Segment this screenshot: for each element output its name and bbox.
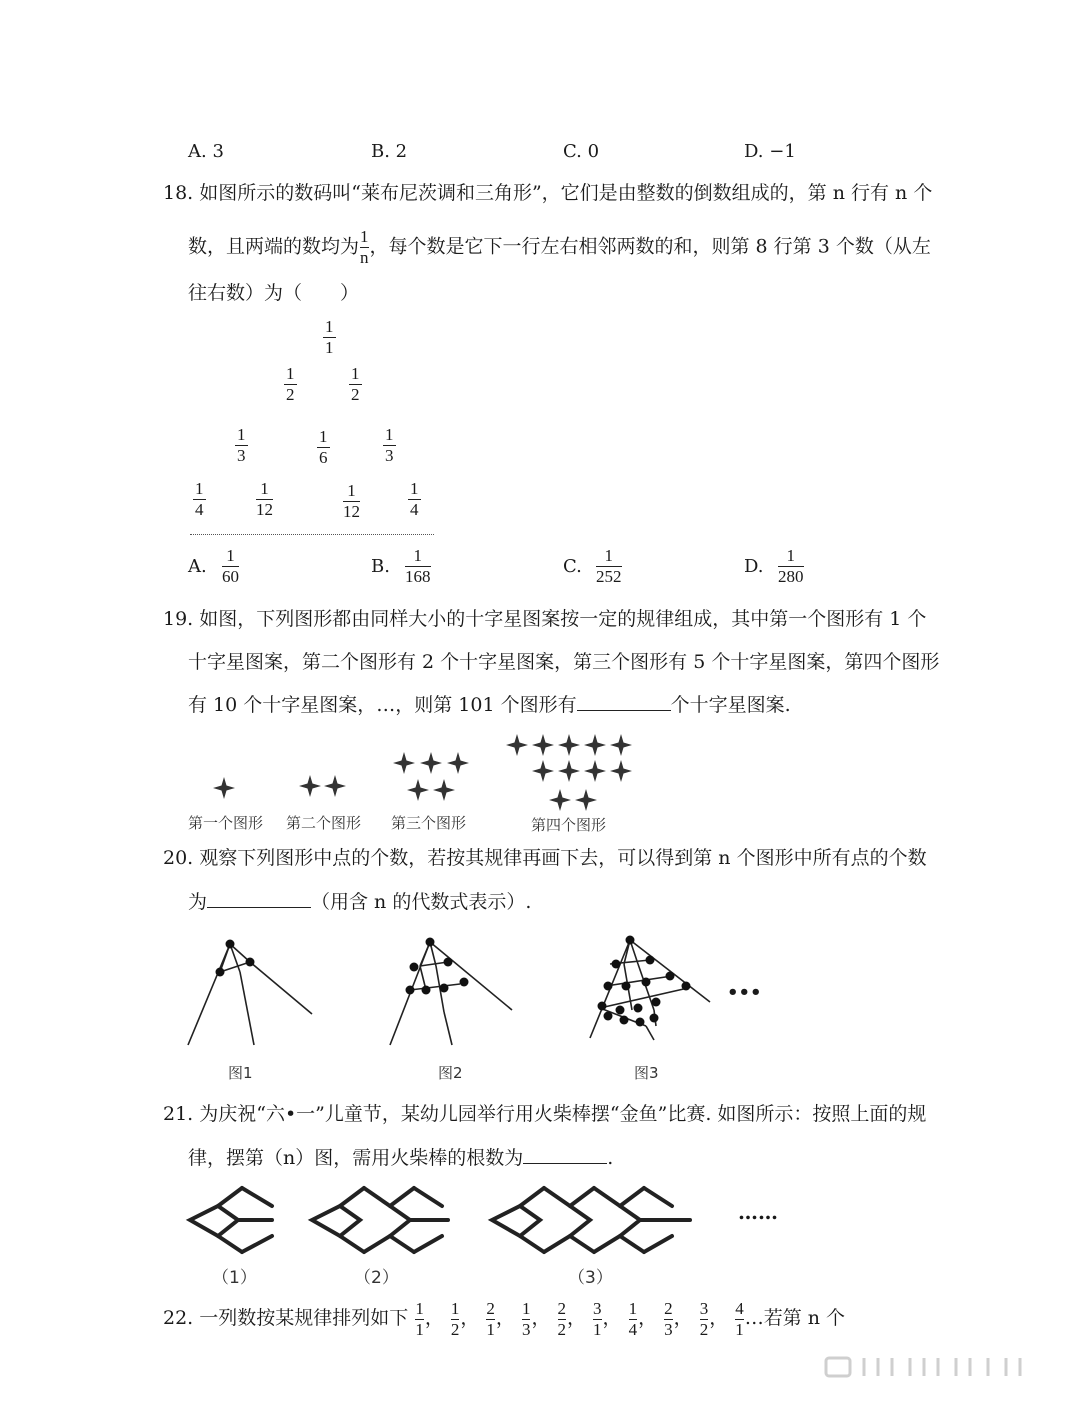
q20-line-2	[188, 889, 531, 914]
q22-fraction: $\frac{2}{2}$	[557, 1298, 566, 1339]
q20-dot-figures	[180, 930, 770, 1050]
q22-tail-text: …若第 n 个	[744, 1307, 846, 1329]
q18-option-c-label[interactable]: C.	[563, 556, 582, 577]
q18-line-3: 往右数）为（ ）	[188, 282, 360, 304]
q18-option-d-label[interactable]: D.	[744, 556, 764, 577]
q22-fraction: $\frac{3}{1}$	[593, 1298, 602, 1339]
q19-answer-blank[interactable]	[577, 692, 671, 711]
q17-option-c[interactable]: C. 0	[563, 141, 600, 162]
q20-ellipsis: •••	[727, 982, 762, 1003]
triangle-fraction: 1 3	[385, 425, 394, 465]
q21-matchstick-fish	[180, 1180, 720, 1260]
q18-line-2-text-a: 数，且两端的数均为	[188, 235, 360, 258]
q20-caption-1: 图1	[228, 1064, 253, 1082]
q19-line-3	[188, 692, 791, 717]
dotted-separator	[190, 534, 434, 535]
q21-caption-2: （2）	[354, 1268, 399, 1288]
q21-caption-1: （1）	[212, 1268, 257, 1288]
q21-line-2-text-b: .	[607, 1147, 614, 1169]
triangle-fraction: 1 4	[410, 479, 419, 519]
q20-line-2-text-b: （用含 n 的代数式表示）.	[311, 891, 532, 913]
star-figure-3	[393, 752, 469, 801]
q19-line-3-text-b: 个十字星图案.	[670, 694, 791, 716]
q20-line-2-text-a: 为	[188, 891, 208, 913]
q21-line-1: 21. 为庆祝“六•一”儿童节，某幼儿园举行用火柴棒摆“金鱼”比赛. 如图所示：按照上面的规	[163, 1103, 927, 1125]
q17-option-a[interactable]: A. 3	[188, 141, 224, 162]
triangle-fraction: 1 3	[237, 425, 246, 465]
q17-option-d[interactable]: D. −1	[744, 141, 796, 162]
q19-line-2: 十字星图案，第二个图形有 2 个十字星图案，第三个图形有 5 个十字星图案，第四个图形	[188, 651, 940, 673]
q19-caption-4: 第四个图形	[531, 816, 607, 834]
q21-line-2	[188, 1145, 613, 1170]
q22-fraction: $\frac{4}{1}$	[735, 1298, 744, 1339]
triangle-fraction: 1 6	[319, 427, 328, 467]
star-figure-4	[506, 734, 632, 811]
q19-line-1: 19. 如图，下列图形都由同样大小的十字星图案按一定的规律组成，其中第一个图形有 1 个	[163, 608, 927, 630]
q21-ellipsis: ……	[738, 1200, 778, 1224]
q22-fraction: $\frac{1}{2}$	[450, 1298, 460, 1339]
triangle-fraction: 1 4	[195, 479, 204, 519]
watermark-icon	[820, 1352, 1070, 1382]
q22-lead-text: 22. 一列数按某规律排列如下	[163, 1307, 409, 1329]
q19-caption-3: 第三个图形	[391, 814, 467, 832]
q18-line-1: 18. 如图所示的数码叫“莱布尼茨调和三角形”，它们是由整数的倒数组成的，第 n 行有 n 个	[163, 182, 933, 204]
q19-line-3-text-a: 有 10 个十字星图案，…，则第 101 个图形有	[188, 694, 577, 716]
q20-caption-3: 图3	[634, 1064, 659, 1082]
q19-caption-2: 第二个图形	[286, 814, 362, 832]
q20-caption-2: 图2	[438, 1064, 463, 1082]
fish-figure-1	[190, 1188, 272, 1252]
q20-line-1: 20. 观察下列图形中点的个数，若按其规律再画下去，可以得到第 n 个图形中所有点的个数	[163, 847, 927, 869]
q19-star-figures	[180, 730, 660, 812]
q18-option-d-value[interactable]: 1 280	[778, 546, 804, 586]
q18-inline-fraction	[360, 228, 369, 267]
q20-answer-blank[interactable]	[207, 889, 311, 908]
q18-line-2	[188, 228, 931, 267]
dot-figure-3	[590, 936, 710, 1041]
q17-option-b[interactable]: B. 2	[371, 141, 408, 162]
q22-fraction: $\frac{1}{4}$	[628, 1298, 638, 1339]
q19-caption-1: 第一个图形	[188, 814, 264, 832]
q18-option-a-label[interactable]: A.	[188, 556, 207, 577]
triangle-fraction: 1 2	[351, 364, 360, 404]
dot-figure-2	[390, 938, 512, 1046]
q22-fraction: $\frac{1}{3}$	[521, 1298, 531, 1339]
q22-fraction: $\frac{3}{2}$	[699, 1298, 709, 1339]
fraction-denominator: n	[360, 248, 369, 267]
star-figure-1	[213, 777, 235, 799]
q21-line-2-text-a: 律，摆第（n）图，需用火柴棒的根数为	[188, 1147, 524, 1169]
fish-figure-2	[312, 1188, 448, 1252]
dot-figure-1	[188, 940, 312, 1046]
triangle-fraction: 1 12	[256, 479, 273, 519]
fish-figure-3	[492, 1188, 690, 1252]
triangle-fraction: 1 12	[343, 481, 360, 521]
q22-fraction: $\frac{2}{1}$	[486, 1298, 495, 1339]
q18-option-c-value[interactable]: 1 252	[596, 546, 622, 586]
q18-option-b-value[interactable]: 1 168	[405, 546, 431, 586]
q22-line-1: 22. 一列数按某规律排列如下 $\frac{1}{1}$ ， $\frac{1}{2}$ ， $\frac{2}{1}$ ， $\frac{1}{3}$ ， $\frac{2}{2}$ ， $\frac{3}{1}$ ， $\frac{1}{4}$ ， $\frac{2}{3}$ ， $\frac{3}{2}$ ， $\frac{4}{1}$ …若第 n 个	[163, 1298, 846, 1339]
fraction-numerator: 1	[360, 227, 369, 246]
q21-caption-3: （3）	[568, 1268, 613, 1288]
q22-fraction: $\frac{2}{3}$	[664, 1298, 673, 1339]
triangle-fraction: 1 1	[325, 317, 334, 357]
q22-fraction: $\frac{1}{1}$	[415, 1298, 424, 1339]
q18-line-2-text-b: ，每个数是它下一行左右相邻两数的和，则第 8 行第 3 个数（从左	[369, 235, 931, 258]
q21-answer-blank[interactable]	[523, 1145, 607, 1164]
triangle-fraction: 1 2	[286, 364, 295, 404]
star-figure-2	[299, 775, 346, 797]
q18-option-b-label[interactable]: B.	[371, 556, 390, 577]
q18-option-a-value[interactable]: 1 60	[222, 546, 239, 586]
